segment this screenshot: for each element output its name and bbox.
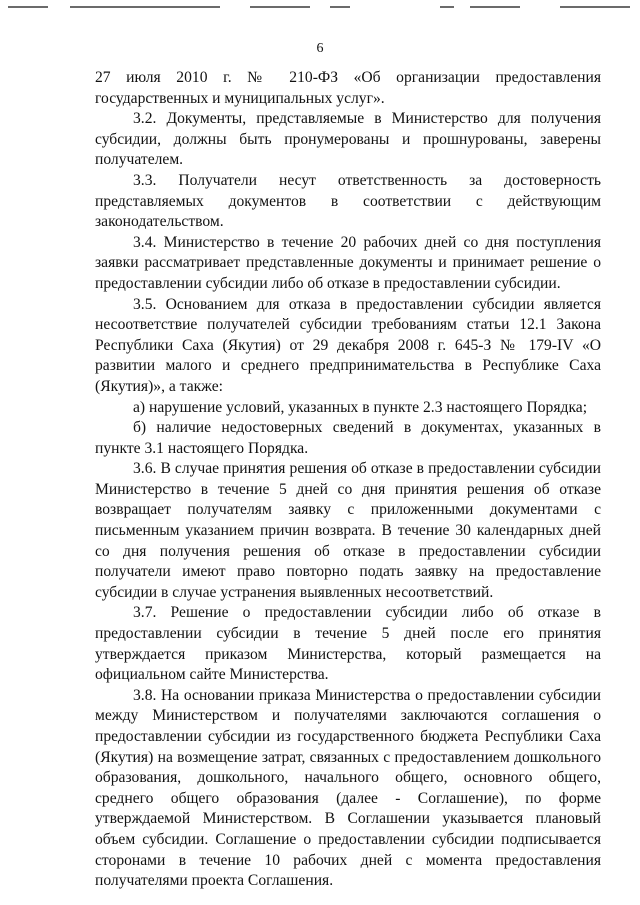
paragraph-3-2: 3.2. Документы, представляемые в Министерство для получения субсидии, должны быть пронумерованы и прошнурованы, заверены получателем. [95,110,601,169]
paragraph-law-reference: 27 июля 2010 г. № 210-ФЗ «Об организации предоставления государственных и муниципальных услуг». [95,69,601,107]
list-item-b: б) наличие недостоверных сведений в документах, указанных в пункте 3.1 настоящего Порядка. [95,419,601,457]
paragraph-3-7: 3.7. Решение о предоставлении субсидии либо об отказе в предоставлении субсидии в течение 5 дней после его принятия утверждается приказом Министерства, который размещается на официальном сайте Министерства. [95,604,601,684]
page-number: 6 [316,41,324,56]
paragraph-3-5: 3.5. Основанием для отказа в предоставлении субсидии является несоответствие получателей субсидии требованиям статьи 12.1 Закона Республики Саха (Якутия) от 29 декабря 2008 г. 645-З № 179-IV «О развитии малого и среднего предпринимательства в Республике Саха (Якутия)», а также: [95,295,601,395]
paragraph-3-8: 3.8. На основании приказа Министерства о предоставлении субсидии между Министерством и получателями заключаются соглашения о предоставлении субсидии из государственного бюджета Республики Саха (Якутия) на возмещение затрат, связанных с предоставлением дошкольного образования, дошкольного, начального общего, основного общего, среднего общего образования (далее - Соглашение), по форме утверждаемой Министерством. В Соглашении указывается плановый объем субсидии. Соглашение о предоставлении субсидии подписывается сторонами в течение 10 рабочих дней с момента предоставления получателями проекта Соглашения. [95,686,601,890]
paragraph-3-3: 3.3. Получатели несут ответственность за достоверность представляемых документов в соответствии с действующим законодательством. [95,171,601,231]
list-item-a: а) нарушение условий, указанных в пункте 2.3 настоящего Порядка; [133,398,588,416]
document-body [95,68,601,892]
scan-edge-marks [0,0,640,14]
paragraph-3-4: 3.4. Министерство в течение 20 рабочих дней со дня поступления заявки рассматривает представленные документы и принимает решение о предоставлении субсидии либо об отказе в предоставлении субсидии. [95,233,601,292]
paragraph-3-6: 3.6. В случае принятия решения об отказе в предоставлении субсидии Министерство в течение 5 дней со дня принятия решения об отказе возвращает получателям заявку с приложенными документами с письменным указанием причин возврата. В течение 30 календарных дней со дня получения решения об отказе в предоставлении субсидии получатели имеют право повторно подать заявку на предоставление субсидии в случае устранения выявленных несоответствий. [95,460,601,601]
